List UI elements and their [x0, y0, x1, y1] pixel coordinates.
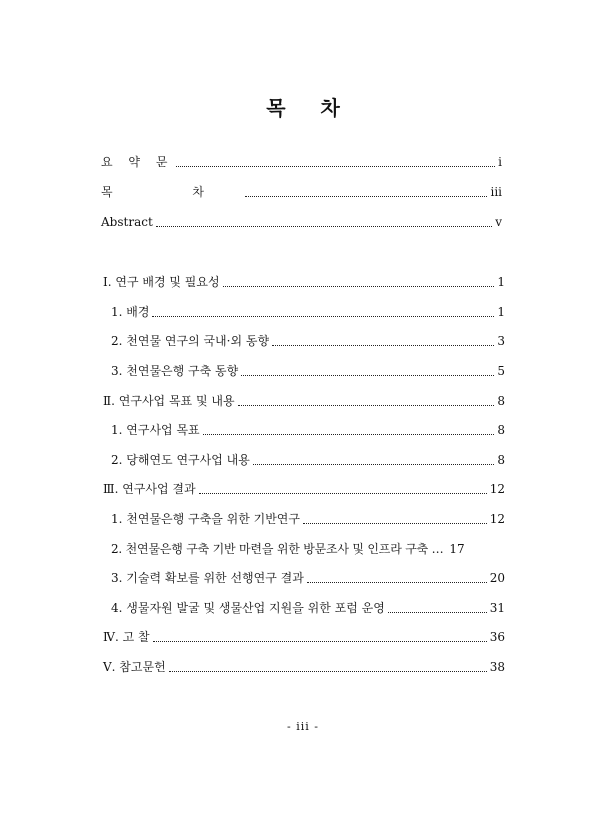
toc-section[interactable] [111, 422, 505, 438]
toc-entry-page: 5 [497, 364, 505, 378]
toc-section[interactable] [111, 363, 505, 379]
toc-entry-contents[interactable] [101, 184, 502, 200]
page-title: 목 차 [266, 96, 354, 120]
toc-entry-label: Ⅳ. 고 찰 [103, 630, 150, 644]
toc-entry-page: 1 [497, 275, 505, 289]
dot-leader [307, 572, 487, 583]
toc-section[interactable] [111, 541, 505, 557]
toc-entry-page: 38 [489, 660, 505, 674]
toc-chapter[interactable] [103, 274, 505, 290]
dot-leader [169, 661, 487, 672]
toc-entry-label: 2. 천연물은행 구축 기반 마련을 위한 방문조사 및 인프라 구축 … [111, 542, 444, 556]
toc-entry-page: 8 [497, 394, 505, 408]
dot-leader [203, 424, 495, 435]
toc-entry-label: 2. 당해연도 연구사업 내용 [111, 453, 250, 467]
toc-section[interactable] [111, 452, 505, 468]
toc-entry-label: 3. 기술력 확보를 위한 선행연구 결과 [111, 571, 304, 585]
dot-leader [241, 365, 494, 376]
toc-entry-label: Ⅲ. 연구사업 결과 [103, 482, 196, 496]
toc-entry-label: Ⅱ. 연구사업 목표 및 내용 [103, 394, 235, 408]
toc-entry-label: 1. 연구사업 목표 [111, 423, 200, 437]
toc-entry-page: v [495, 215, 502, 229]
page-number: - iii - [287, 720, 319, 733]
toc-entry-page: 36 [489, 630, 505, 644]
dot-leader [388, 602, 487, 613]
dot-leader [272, 335, 494, 346]
toc-entry-label: 4. 생물자원 발굴 및 생물산업 지원을 위한 포럼 운영 [111, 601, 385, 615]
toc-entry-page: 12 [489, 512, 505, 526]
toc-entry-label: Ⅴ. 참고문헌 [103, 660, 166, 674]
toc-section[interactable] [111, 333, 505, 349]
toc-entry-label: 2. 천연물 연구의 국내·외 동향 [111, 334, 270, 348]
dot-leader [152, 306, 494, 317]
toc-entry-page: i [498, 155, 502, 169]
toc-entry-abstract[interactable] [101, 214, 502, 230]
toc-entry-label: 1. 배경 [111, 305, 150, 319]
dot-leader [223, 276, 495, 287]
dot-leader [176, 156, 495, 167]
toc-chapter[interactable] [103, 481, 505, 497]
toc-entry-page: 31 [489, 601, 505, 615]
toc-entry-page: 12 [489, 482, 505, 496]
toc-entry-label: Abstract [101, 215, 153, 229]
toc-section[interactable] [111, 304, 505, 320]
toc-entry-summary[interactable] [101, 154, 502, 170]
toc-section[interactable] [111, 600, 505, 616]
toc-entry-page: 8 [497, 423, 505, 437]
toc-entry-page: 20 [489, 571, 505, 585]
dot-leader [303, 513, 487, 524]
toc-entry-page: 3 [497, 334, 505, 348]
toc-entry-label: Ⅰ. 연구 배경 및 필요성 [103, 275, 220, 289]
dot-leader [238, 395, 495, 406]
toc-chapter[interactable] [103, 393, 505, 409]
dot-leader [153, 631, 487, 642]
toc-entry-label: 요 약 문 [101, 155, 174, 169]
dot-leader [156, 216, 492, 227]
toc-entry-page: 1 [497, 305, 505, 319]
toc-section[interactable] [111, 511, 505, 527]
toc-entry-page: 17 [449, 542, 465, 556]
toc-section[interactable] [111, 570, 505, 586]
toc-entry-page: 8 [497, 453, 505, 467]
toc-entry-label: 목 차 [101, 185, 242, 199]
dot-leader [253, 454, 495, 465]
toc-entry-label: 1. 천연물은행 구축을 위한 기반연구 [111, 512, 300, 526]
dot-leader [245, 186, 487, 197]
toc-entry-page: iii [490, 185, 502, 199]
dot-leader [199, 483, 487, 494]
toc-chapter[interactable] [103, 659, 505, 675]
toc-chapter[interactable] [103, 629, 505, 645]
toc-entry-label: 3. 천연물은행 구축 동향 [111, 364, 239, 378]
